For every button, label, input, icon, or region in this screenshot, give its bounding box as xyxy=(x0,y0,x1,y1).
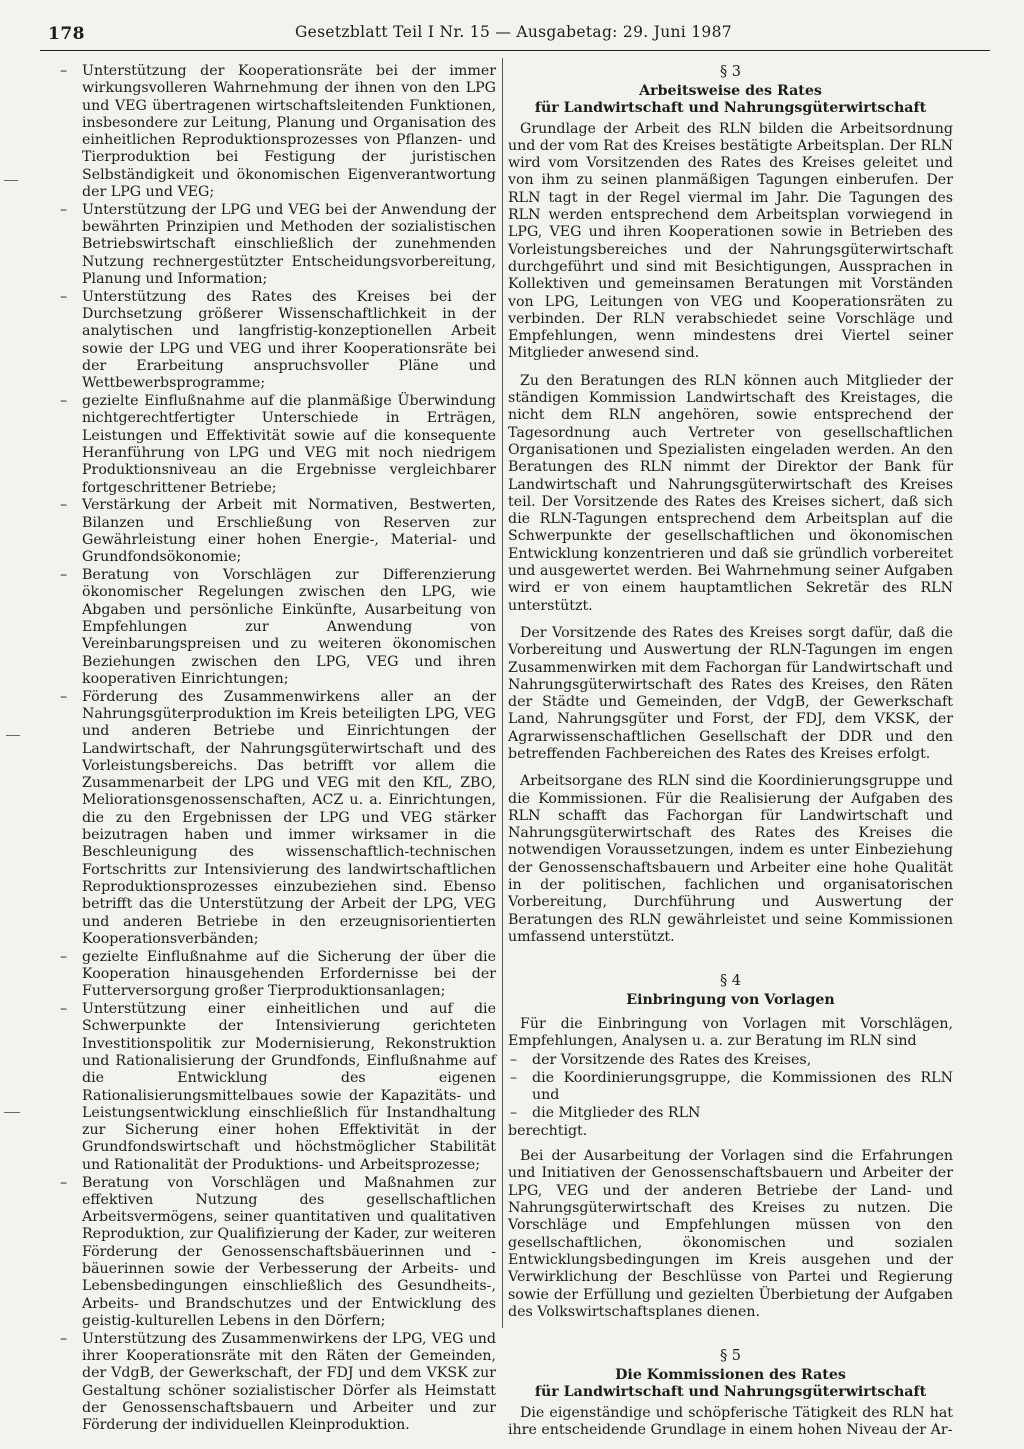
list-item: – Unterstützung der Kooperationsräte bei der immer wirkungsvolleren Wahrnehmung der ihnen von den LPG und VEG übertragenen wirtschaftsleitenden Funktionen, insbesondere zur Leitung, Planung und Organisation des einheitlichen Reproduktionsprozesses von Pflanzen- und Tierproduktion bei Festigung der juristischen Selbständigkeit und ökonomischen Eigenverantwortung der LPG und VEG; xyxy=(58,63,496,201)
section-number: § 5 xyxy=(719,1348,742,1365)
list-item: – Förderung des Zusammenwirkens aller an der Nahrungsgüterproduktion im Kreis beteiligten LPG, VEG und anderen Betriebe und Einrichtungen der Landwirtschaft, der Nahrungsgüterwirtschaft und des Vorleistungsbereichs. Das betrifft vor allem die Zusammenarbeit der LPG und VEG mit den KfL, ZBO, Meliorationsgenossenschaften, ACZ u. a. Einrichtungen, die zu den Ergebnissen der LPG und VEG stärker beizutragen haben und immer wirksamer in die Beschleunigung des wissenschaftlich-technischen Fortschritts zur Intensivierung des landwirtschaftlichen Reproduktionsprozesses einzubeziehen sind. Ebenso betrifft das die Unterstützung der Arbeit der LPG, VEG und anderen Betriebe in den erzeugnisorientierten Kooperationsverbänden; xyxy=(58,689,496,948)
section-3 xyxy=(508,63,953,946)
eligible-list xyxy=(508,1052,953,1122)
margin-mark xyxy=(4,180,18,181)
list-item: – Unterstützung des Rates des Kreises bei der Durchsetzung größerer Wissenschaftlichkeit in der analytischen und langfristig-konzeptionellen Arbeit sowie der LPG und VEG und ihrer Kooperationsräte bei der Erarbeitung anspruchsvoller Pläne und Wettbewerbsprogramme; xyxy=(58,289,496,393)
margin-mark xyxy=(4,1112,20,1113)
column-divider xyxy=(502,58,503,1328)
section-title: für Landwirtschaft und Nahrungsgüterwirtschaft xyxy=(534,100,927,117)
paragraph: berechtigt. xyxy=(508,1122,588,1139)
paragraph: Grundlage der Arbeit des RLN bilden die Arbeitsordnung und der vom Rat des Kreises bestätigte Arbeitsplan. Der RLN wird vom Vorsitzenden des Rates des Kreises geleitet und von ihm zu seinen planmäßigen Tagungen einberufen. Der RLN tagt in der Regel viermal im Jahr. Die Tagungen des RLN werden entsprechend dem Arbeitsplan vorwiegend in LPG, VEG und ihren Kooperationen sowie in Betrieben des Vorleistungsbereiches und der Nahrungsgüterwirtschaft durchgeführt und sind mit Besichtigungen, Aussprachen in Kollektiven und gemeinsamen Beratungen mit Vorständen von LPG, Leitungen von VEG und Kooperationsräten zu verbinden. Der RLN verabschiedet seine Vorschläge und Empfehlungen, wenn mindestens drei Viertel seiner Mitglieder anwesend sind. xyxy=(508,120,953,362)
section-number: § 4 xyxy=(719,973,742,990)
margin-mark xyxy=(6,735,20,736)
list-item: – Beratung von Vorschlägen zur Differenzierung ökonomischer Regelungen zwischen den LPG, wie Abgaben und persönliche Einkünfte, Ausarbeitung von Empfehlungen zur Anwendung von Vereinbarungspreisen und zu weiteren ökonomischen Beziehungen zwischen den LPG, VEG und ihren kooperativen Einrichtungen; xyxy=(58,567,496,688)
list-item: – Beratung von Vorschlägen und Maßnahmen zur effektiven Nutzung des gesellschaftlichen Arbeitsvermögens, seiner quantitativen und qualitativen Reproduktion, zur Qualifizierung der Kader, zur weiteren Förderung der Genossenschaftsbäuerinnen und -bäuerinnen sowie der Verbesserung der Arbeits- und Lebensbedingungen einschließlich des Gesundheits-, Arbeits- und Brandschutzes und der Entwicklung des geistig-kulturellen Lebens in den Dörfern; xyxy=(58,1175,496,1331)
list-item: – der Vorsitzende des Rates des Kreises, xyxy=(508,1052,953,1069)
right-column xyxy=(508,63,953,1449)
paragraph: Der Vorsitzende des Rates des Kreises sorgt dafür, daß die Vorbereitung und Auswertung der RLN-Tagungen im engen Zusammenwirken mit dem Fachorgan für Landwirtschaft und Nahrungsgüterwirtschaft des Rates des Kreises, den Räten der Städte und Gemeinden, der VdgB, der Gewerkschaft Land, Nahrungsgüter und Forst, der FDJ, dem VKSK, der Agrarwissenschaftlichen Gesellschaft der DDR und den betreffenden Fachbereichen des Rates des Kreises erfolgt. xyxy=(508,624,953,762)
section-number: § 3 xyxy=(719,64,742,80)
running-title: Gesetzblatt Teil I Nr. 15 — Ausgabetag: 29. Juni 1987 xyxy=(295,23,732,41)
list-item: – Unterstützung des Zusammenwirkens der LPG, VEG und ihrer Kooperationsräte mit den Räten der Gemeinden, der VdgB, der Gewerkschaft, der FDJ und dem VKSK zur Gestaltung schöner sozialistischer Dörfer als Heimstatt der Genossenschaftsbauern und Arbeiter und zur Förderung der individuellen Kleinproduktion. xyxy=(58,1331,496,1435)
list-item: – Verstärkung der Arbeit mit Normativen, Bestwerten, Bilanzen und Erschließung von Reserven zur Gewährleistung einer hohen Energie-, Material- und Grundfondsökonomie; xyxy=(58,497,496,566)
section-title: Einbringung von Vorlagen xyxy=(626,992,835,1009)
page-header xyxy=(40,20,990,51)
section-title: für Landwirtschaft und Nahrungsgüterwirtschaft xyxy=(534,1384,927,1401)
list-item: – Unterstützung der LPG und VEG bei der Anwendung der bewährten Prinzipien und Methoden der sozialistischen Betriebswirtschaft einschließlich der zunehmenden Nutzung rechnergestützter Entscheidungsvorbereitung, Planung und Information; xyxy=(58,202,496,288)
paragraph: Arbeitsorgane des RLN sind die Koordinierungsgruppe und die Kommissionen. Für die Realisierung der Aufgaben des RLN schafft das Fachorgan für Landwirtschaft und Nahrungsgüterwirtschaft des Rates des Kreises die notwendigen Voraussetzungen, indem es unter Einbeziehung der Genossenschaftsbauern und Arbeiter eine hohe Qualität in der politischen, fachlichen und organisatorischen Vorbereitung, Durchführung und Auswertung der Beratungen des RLN gewährleistet und seine Kommissionen umfassend unterstützt. xyxy=(508,773,953,945)
section-title: Die Kommissionen des Rates xyxy=(615,1367,846,1384)
section-4 xyxy=(508,972,953,1321)
list-item: – gezielte Einflußnahme auf die planmäßige Überwindung nichtgerechtfertigter Unterschiede in Erträgen, Leistungen und Effektivität sowie auf die konsequente Heranführung von LPG und VEG mit noch niedrigem Produktionsniveau an die Ergebnisse vergleichbarer fortgeschrittener Betriebe; xyxy=(58,393,496,497)
section-title: Arbeitsweise des Rates xyxy=(639,83,822,99)
left-column xyxy=(58,63,496,1435)
list-item: – die Koordinierungsgruppe, die Kommissionen des RLN und xyxy=(508,1070,953,1105)
paragraph: Zu den Beratungen des RLN können auch Mitglieder der ständigen Kommission Landwirtschaft des Kreistages, die nicht dem RLN angehören, sowie entsprechend der Tagesordnung auch Vertreter von gesellschaftlichen Organisationen und Spezialisten eingeladen werden. An den Beratungen des RLN nimmt der Direktor der Bank für Landwirtschaft und Nahrungsgüterwirtschaft des Kreises teil. Der Vorsitzende des Rates des Kreises sichert, daß sich die RLN-Tagungen entsprechend dem Arbeitsplan auf die Schwerpunkte der gesellschaftlichen und ökonomischen Entwicklung konzentrieren und daß sie gründlich vorbereitet und ausgewertet werden. Bei Wahrnehmung seiner Aufgaben wird er von einem hauptamtlichen Sekretär des RLN unterstützt. xyxy=(508,372,953,614)
list-item: – die Mitglieder des RLN xyxy=(508,1105,953,1122)
paragraph: Bei der Ausarbeitung der Vorlagen sind die Erfahrungen und Initiativen der Genossenschaftsbauern und Arbeiter der LPG, VEG und der anderen Betriebe der Land- und Nahrungsgüterwirtschaft des Kreises zu nutzen. Die Vorschläge und Empfehlungen müssen von den gesellschaftlichen, ökonomischen und sozialen Entwicklungsbedingungen im Kreis ausgehen und der Verwirklichung der Beschlüsse von Partei und Regierung sowie der Erfüllung und gezielten Überbietung der Aufgaben des Volkswirtschaftsplanes dienen. xyxy=(508,1148,953,1320)
duties-list xyxy=(58,63,496,1434)
page-number: 178 xyxy=(48,24,85,44)
section-5 xyxy=(508,1347,953,1439)
paragraph: Für die Einbringung von Vorlagen mit Vorschlägen, Empfehlungen, Analysen u. a. zur Beratung im RLN sind xyxy=(508,1015,953,1049)
list-item: – Unterstützung einer einheitlichen und auf die Schwerpunkte der Intensivierung gerichteten Investitionspolitik zur Modernisierung, Rekonstruktion und Rationalisierung der Grundfonds, Einflußnahme auf die Entwicklung des eigenen Rationalisierungsmittelbaues sowie der Kapazitäts- und Leistungsentwicklung einschließlich für Instandhaltung zur Sicherung einer hohen Effektivität in der Grundfondswirtschaft und höchstmöglicher Stabilität und Rationalität der Produktions- und Arbeitsprozesse; xyxy=(58,1001,496,1174)
list-item: – gezielte Einflußnahme auf die Sicherung der über die Kooperation hinausgehenden Erfordernisse bei der Futterversorgung großer Tierproduktionsanlagen; xyxy=(58,949,496,1001)
paragraph: Die eigenständige und schöpferische Tätigkeit des RLN hat ihre entscheidende Grundlage in einem hohen Niveau der Ar- xyxy=(508,1404,953,1438)
